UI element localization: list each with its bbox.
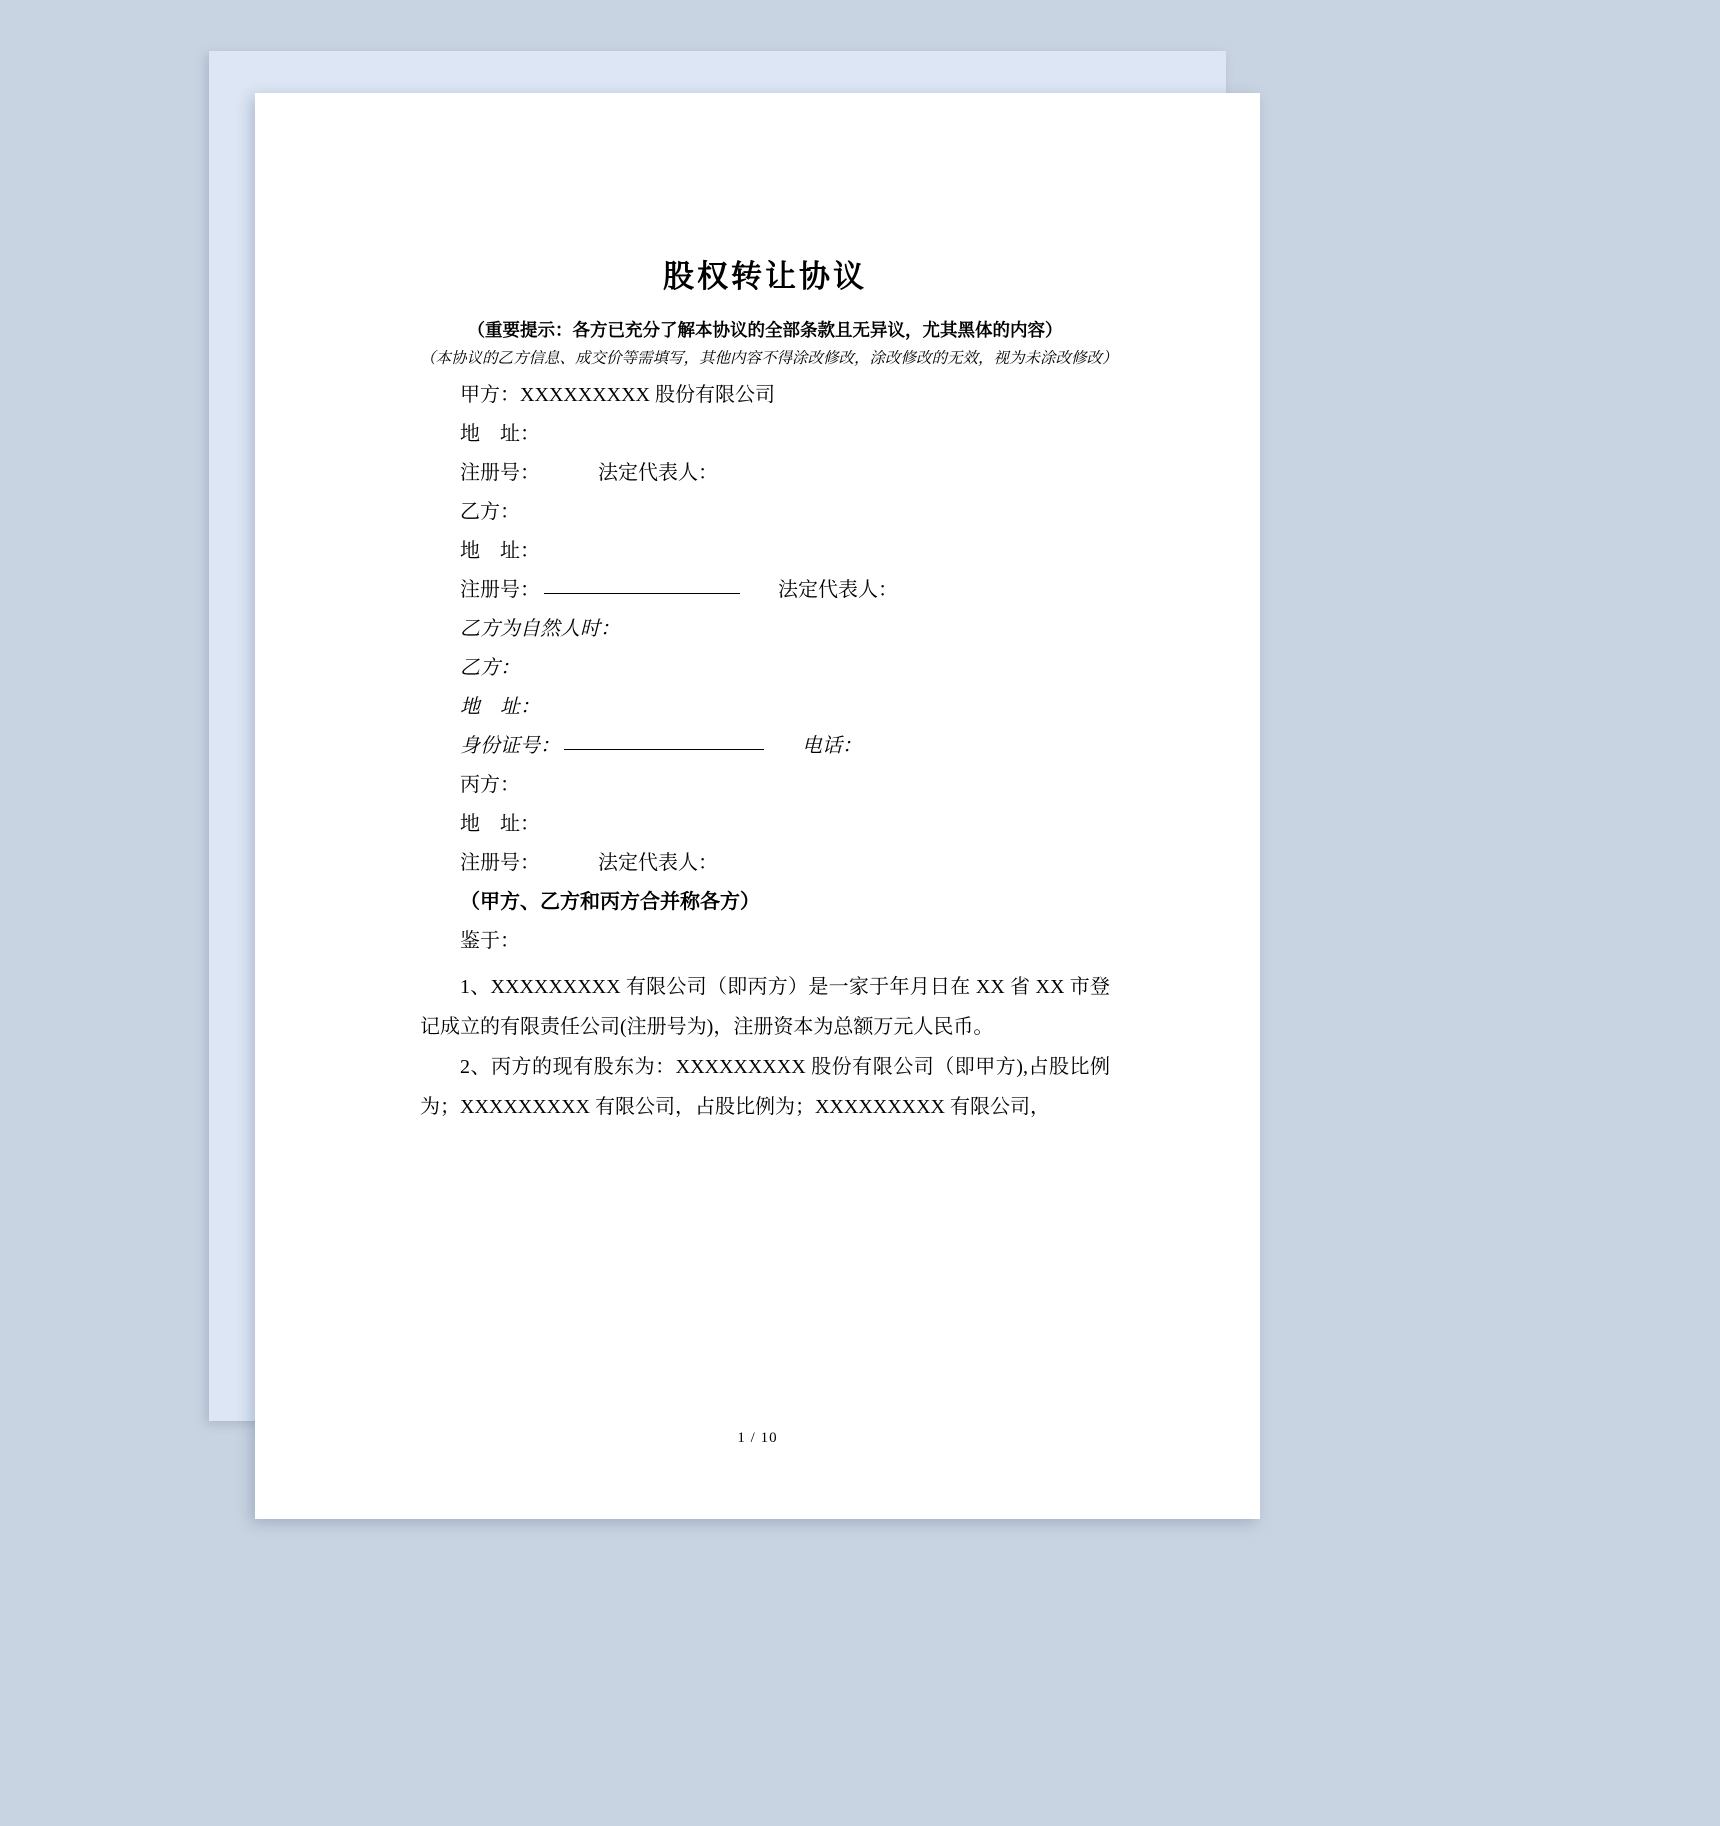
party-c-address-line: 地 址： xyxy=(460,812,540,835)
party-b-natural-address-line: 地 址： xyxy=(460,695,540,718)
party-b-natural-name-line: 乙方： xyxy=(460,656,520,679)
document-body xyxy=(255,93,1260,1519)
party-b-natural-id-line xyxy=(420,727,1110,766)
document-content xyxy=(420,258,1118,1127)
party-c-reg-label: 注册号： xyxy=(460,851,540,874)
party-c-name-line: 丙方： xyxy=(460,773,520,796)
party-b-registration-line xyxy=(420,571,1110,610)
parties-combined-line: （甲方、乙方和丙方合并称各方） xyxy=(460,890,760,913)
party-a-address-line: 地 址： xyxy=(460,422,540,445)
party-b-natural-heading: 乙方为自然人时： xyxy=(460,617,620,640)
party-a-reg-label: 注册号： xyxy=(460,461,540,484)
party-b-natural-id-blank[interactable] xyxy=(564,749,764,750)
page-title: 股权转让协议 xyxy=(663,259,867,295)
party-c-registration-line xyxy=(420,844,1110,883)
important-notice: （重要提示：各方已充分了解本协议的全部条款且无异议，尤其黑体的内容） xyxy=(467,320,1063,341)
whereas-label: 鉴于： xyxy=(460,929,520,952)
clause-item-1: 1、XXXXXXXXX 有限公司（即丙方）是一家于年月日在 XX 省 XX 市登记成立的有限责任公司(注册号为)，注册资本为总额万元人民币。 xyxy=(420,975,1110,1038)
party-b-natural-id-label: 身份证号： xyxy=(460,734,560,757)
party-b-name-line: 乙方： xyxy=(460,500,520,523)
clause-item-2: 2、丙方的现有股东为：XXXXXXXXX 股份有限公司（即甲方),占股比例为；XXXXXXXXX 有限公司，占股比例为；XXXXXXXXX 有限公司， xyxy=(420,1055,1110,1118)
party-b-reg-label: 注册号： xyxy=(460,578,540,601)
party-b-legal-rep-label: 法定代表人： xyxy=(778,578,898,601)
party-b-reg-number-blank[interactable] xyxy=(544,593,740,594)
page-number: 1 / 10 xyxy=(737,1430,778,1446)
document-page xyxy=(255,93,1260,1519)
party-a-registration-line xyxy=(420,454,1110,493)
party-b-natural-phone-label: 电话： xyxy=(802,734,862,757)
party-a-name-line: 甲方：XXXXXXXXX 股份有限公司 xyxy=(460,383,775,406)
fill-in-notice: （本协议的乙方信息、成交价等需填写，其他内容不得涂改修改，涂改修改的无效，视为未涂改修改） xyxy=(420,350,1118,368)
party-a-legal-rep-label: 法定代表人： xyxy=(598,461,718,484)
party-c-legal-rep-label: 法定代表人： xyxy=(598,851,718,874)
party-b-address-line: 地 址： xyxy=(460,539,540,562)
